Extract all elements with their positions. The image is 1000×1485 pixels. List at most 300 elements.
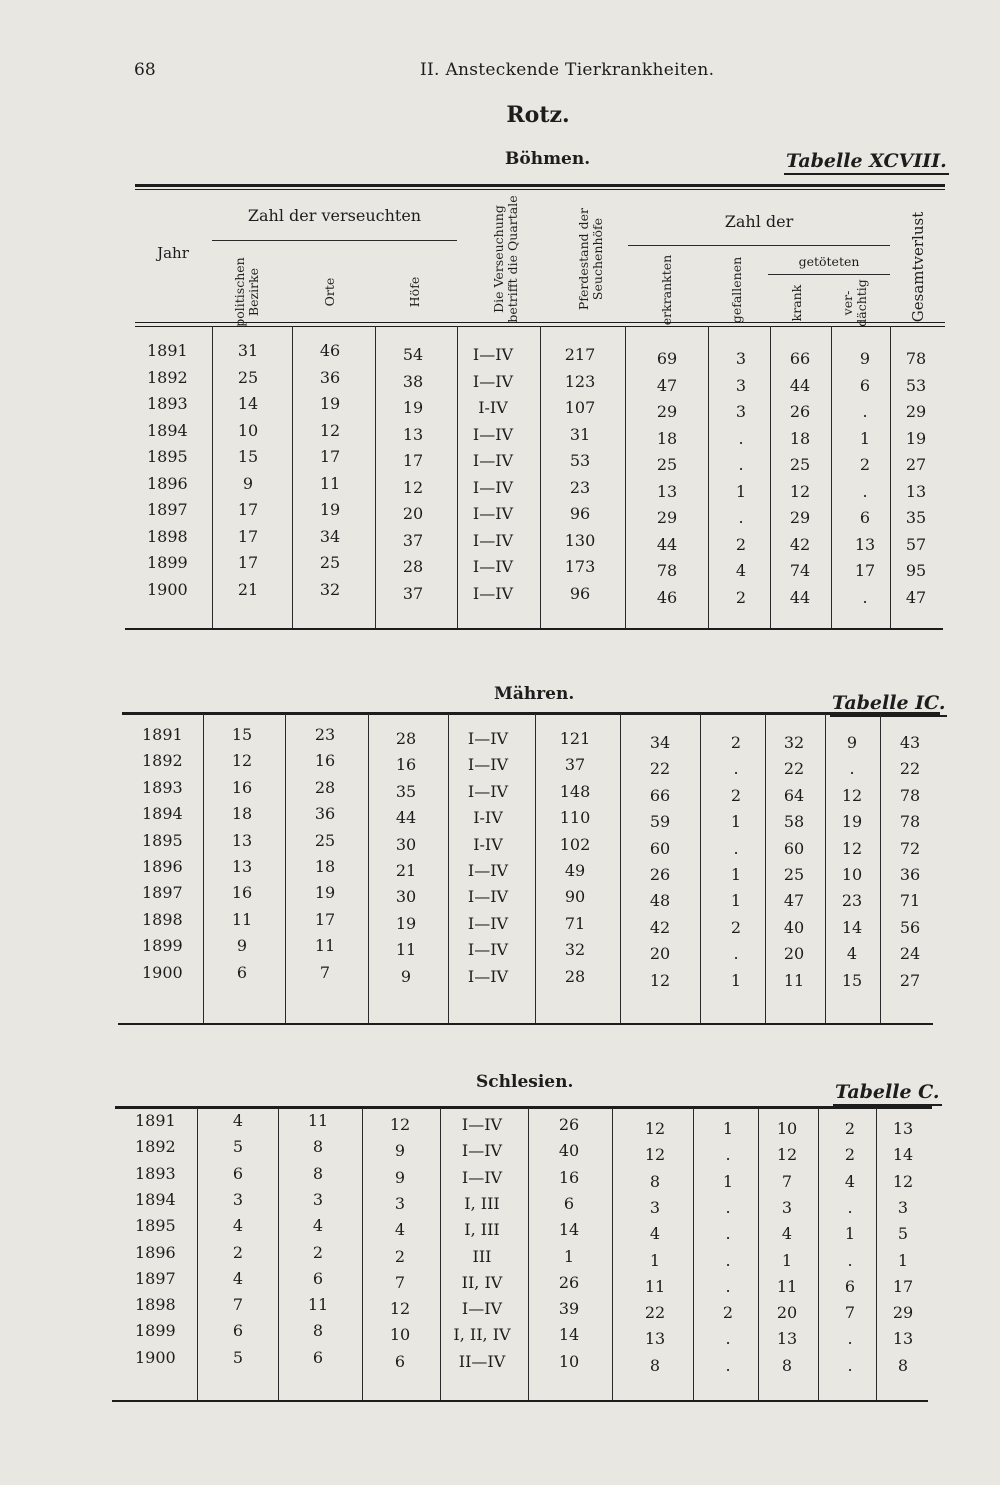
table-cell: 8 bbox=[649, 1171, 661, 1191]
cell-jahr: 1895 bbox=[142, 830, 183, 850]
table-cell: 72 bbox=[899, 838, 921, 858]
table-cell: 19 bbox=[319, 500, 341, 519]
table-cell: 36 bbox=[314, 804, 336, 824]
main-title: Rotz. bbox=[506, 102, 570, 128]
cell-jahr: 1900 bbox=[135, 1347, 176, 1367]
column-divider bbox=[700, 714, 701, 1023]
table-cell: 56 bbox=[899, 917, 921, 937]
header-zahl-der: Zahl der bbox=[724, 212, 794, 231]
table-cell: . bbox=[847, 1355, 853, 1375]
table-cell: . bbox=[725, 1145, 731, 1165]
table-cell: 2 bbox=[232, 1242, 244, 1262]
column-divider bbox=[758, 1108, 759, 1400]
table-cell: 15 bbox=[841, 970, 863, 990]
table-cell: 20 bbox=[783, 944, 805, 964]
table-cell: 9 bbox=[859, 349, 871, 368]
table-cell: 4 bbox=[232, 1268, 244, 1288]
table-cell: 29 bbox=[905, 402, 927, 421]
header-quartale: Die Verseuchung betrifft die Quartale bbox=[491, 195, 520, 323]
table-boehmen-bottom-rule bbox=[125, 628, 943, 630]
table-cell: 37 bbox=[402, 583, 424, 603]
table-cell: 25 bbox=[319, 553, 341, 572]
table-cell: 21 bbox=[237, 579, 259, 599]
table-cell: 6 bbox=[563, 1193, 575, 1213]
table-cell: 40 bbox=[558, 1141, 580, 1161]
table-cell: 29 bbox=[789, 508, 811, 527]
table-cell: 96 bbox=[569, 583, 591, 603]
column-divider bbox=[212, 326, 213, 628]
table-cell: 28 bbox=[564, 966, 586, 986]
cell-jahr: 1895 bbox=[147, 447, 188, 466]
table-cell: 10 bbox=[841, 865, 863, 884]
table-cell: 12 bbox=[644, 1145, 666, 1165]
table-cell: 47 bbox=[656, 375, 678, 395]
table-schlesien-top-rule bbox=[115, 1106, 932, 1109]
header-zahl-der-verseuchten: Zahl der verseuchten bbox=[247, 206, 422, 225]
table-cell: 6 bbox=[844, 1276, 856, 1296]
table-cell: 90 bbox=[564, 887, 586, 907]
table-cell: 25 bbox=[656, 455, 678, 474]
table-cell: 4 bbox=[844, 1171, 856, 1191]
table-cell: 9 bbox=[236, 936, 248, 956]
table-cell: 27 bbox=[899, 970, 921, 990]
table-cell: 5 bbox=[897, 1224, 909, 1244]
table-cell: . bbox=[733, 759, 739, 779]
column-divider bbox=[818, 1108, 819, 1400]
running-head bbox=[0, 60, 1000, 84]
header-top-rule bbox=[135, 184, 945, 187]
table-cell: . bbox=[738, 508, 744, 527]
table-cell: 53 bbox=[905, 375, 927, 395]
table-cell: 10 bbox=[237, 420, 259, 440]
table-cell: 12 bbox=[789, 481, 811, 501]
table-cell: 37 bbox=[402, 530, 424, 550]
table-cell: 1 bbox=[897, 1250, 909, 1270]
cell-jahr: 1899 bbox=[135, 1321, 176, 1341]
table-cell: I—IV bbox=[467, 913, 509, 933]
table-cell: 40 bbox=[783, 917, 805, 937]
cell-jahr: 1897 bbox=[142, 883, 183, 903]
table-cell: 17 bbox=[314, 909, 336, 929]
cell-jahr: 1893 bbox=[142, 777, 183, 797]
table-cell: 15 bbox=[237, 447, 259, 466]
table-cell: 25 bbox=[783, 865, 805, 884]
table-cell: 16 bbox=[558, 1167, 580, 1187]
table-cell: 42 bbox=[789, 534, 811, 554]
table-cell: I—IV bbox=[467, 966, 509, 986]
table-cell: 60 bbox=[783, 838, 805, 858]
column-divider bbox=[278, 1108, 279, 1400]
column-divider bbox=[708, 326, 709, 628]
table-cell: 20 bbox=[402, 504, 424, 523]
table-cell: 6 bbox=[859, 375, 871, 395]
table-cell: 35 bbox=[905, 508, 927, 527]
table-cell: 21 bbox=[395, 861, 417, 880]
table-cell: I—IV bbox=[472, 557, 514, 576]
table-cell: 11 bbox=[307, 1111, 329, 1130]
table-cell: 1 bbox=[722, 1171, 734, 1191]
cell-jahr: 1898 bbox=[135, 1295, 176, 1315]
table-cell: 17 bbox=[402, 451, 424, 470]
table-cell: 69 bbox=[656, 349, 678, 368]
table-cell: I—IV bbox=[472, 477, 514, 497]
table-cell: 3 bbox=[781, 1197, 793, 1217]
table-cell: 11 bbox=[776, 1276, 798, 1296]
table-cell: . bbox=[725, 1355, 731, 1375]
table-cell: 31 bbox=[237, 341, 259, 360]
table-cell: 18 bbox=[789, 428, 811, 448]
table-cell: 6 bbox=[312, 1268, 324, 1288]
table-cell: 13 bbox=[656, 481, 678, 501]
table-cell: 19 bbox=[314, 883, 336, 903]
table-cell: 74 bbox=[789, 561, 811, 580]
table-cell: 64 bbox=[783, 785, 805, 805]
table-cell: 18 bbox=[656, 428, 678, 448]
table-cell: . bbox=[725, 1250, 731, 1270]
table-cell: 1 bbox=[730, 812, 742, 832]
table-cell: 7 bbox=[232, 1295, 244, 1315]
table-cell: I—IV bbox=[461, 1167, 503, 1187]
header-getoeteten: getöteten bbox=[798, 254, 860, 269]
table-cell: I—IV bbox=[461, 1141, 503, 1161]
table-cell: 11 bbox=[644, 1276, 666, 1296]
table-cell: 17 bbox=[237, 553, 259, 572]
header-hoefe: Höfe bbox=[407, 276, 422, 308]
column-divider bbox=[362, 1108, 363, 1400]
table-cell: 32 bbox=[319, 579, 341, 599]
table-cell: 3 bbox=[735, 349, 747, 368]
table-cell: 9 bbox=[400, 966, 412, 986]
table-cell: 14 bbox=[841, 917, 863, 937]
table-cell: I—IV bbox=[472, 345, 514, 364]
column-divider bbox=[368, 714, 369, 1023]
column-divider bbox=[440, 1108, 441, 1400]
table-cell: . bbox=[862, 481, 868, 501]
cell-jahr: 1893 bbox=[135, 1163, 176, 1183]
table-cell: III bbox=[472, 1246, 492, 1266]
table-cell: 217 bbox=[564, 345, 596, 364]
table-cell: 3 bbox=[312, 1189, 324, 1209]
table-cell: 3 bbox=[649, 1197, 661, 1217]
table-cell: 1 bbox=[730, 970, 742, 990]
table-cell: 16 bbox=[231, 777, 253, 797]
table-cell: 2 bbox=[394, 1246, 406, 1266]
column-divider bbox=[876, 1108, 877, 1400]
table-cell: 6 bbox=[312, 1347, 324, 1367]
cell-jahr: 1891 bbox=[142, 725, 183, 744]
table-cell: 12 bbox=[402, 477, 424, 497]
column-divider bbox=[292, 326, 293, 628]
cell-jahr: 1894 bbox=[135, 1189, 176, 1209]
table-ref-ic: Tabelle IC. bbox=[830, 692, 947, 717]
table-cell: 27 bbox=[905, 455, 927, 474]
table-cell: 4 bbox=[394, 1220, 406, 1240]
region-title-schlesien: Schlesien. bbox=[476, 1072, 574, 1092]
table-cell: . bbox=[862, 587, 868, 607]
table-cell: 95 bbox=[905, 561, 927, 580]
table-cell: 12 bbox=[841, 838, 863, 858]
cell-jahr: 1895 bbox=[135, 1216, 176, 1236]
table-cell: 148 bbox=[559, 781, 591, 801]
table-cell: 4 bbox=[312, 1216, 324, 1236]
table-cell: I, II, IV bbox=[453, 1325, 511, 1345]
cell-jahr: 1898 bbox=[147, 526, 188, 546]
table-cell: 8 bbox=[649, 1355, 661, 1375]
table-cell: 1 bbox=[722, 1119, 734, 1138]
table-cell: 26 bbox=[558, 1272, 580, 1292]
table-cell: I—IV bbox=[461, 1299, 503, 1319]
cell-jahr: 1896 bbox=[147, 473, 188, 493]
table-cell: 23 bbox=[569, 477, 591, 497]
table-cell: . bbox=[725, 1329, 731, 1349]
table-cell: II—IV bbox=[458, 1351, 506, 1371]
table-cell: 35 bbox=[395, 781, 417, 801]
table-cell: 6 bbox=[232, 1321, 244, 1341]
cell-jahr: 1891 bbox=[147, 341, 188, 360]
table-cell: 1 bbox=[859, 428, 871, 448]
table-cell: 8 bbox=[312, 1163, 324, 1183]
table-cell: 28 bbox=[395, 729, 417, 748]
table-cell: I—IV bbox=[472, 424, 514, 444]
table-cell: 17 bbox=[319, 447, 341, 466]
header-gesamtverlust: Gesamtverlust bbox=[909, 211, 927, 323]
table-cell: 78 bbox=[905, 349, 927, 368]
table-cell: . bbox=[849, 759, 855, 779]
table-cell: 17 bbox=[237, 500, 259, 519]
table-cell: 12 bbox=[776, 1145, 798, 1165]
table-cell: 2 bbox=[735, 587, 747, 607]
column-divider bbox=[457, 326, 458, 628]
table-cell: 1 bbox=[563, 1246, 575, 1266]
table-cell: 28 bbox=[402, 557, 424, 576]
table-cell: 1 bbox=[781, 1250, 793, 1270]
table-cell: 13 bbox=[644, 1329, 666, 1349]
table-cell: I—IV bbox=[467, 861, 509, 880]
table-cell: 7 bbox=[844, 1303, 856, 1323]
table-cell: 71 bbox=[899, 891, 921, 911]
table-cell: I—IV bbox=[472, 583, 514, 603]
table-cell: 4 bbox=[232, 1216, 244, 1236]
table-cell: 2 bbox=[730, 917, 742, 937]
cell-jahr: 1892 bbox=[135, 1137, 176, 1157]
column-divider bbox=[285, 714, 286, 1023]
table-cell: 4 bbox=[846, 944, 858, 964]
table-cell: 23 bbox=[314, 725, 336, 744]
table-cell: II, IV bbox=[461, 1272, 503, 1292]
table-cell: . bbox=[725, 1197, 731, 1217]
table-cell: 32 bbox=[564, 940, 586, 960]
table-cell: 22 bbox=[783, 759, 805, 779]
table-cell: I, III bbox=[464, 1220, 500, 1240]
table-cell: 25 bbox=[237, 367, 259, 387]
table-cell: 47 bbox=[783, 891, 805, 911]
table-cell: 22 bbox=[899, 759, 921, 779]
table-cell: 22 bbox=[644, 1303, 666, 1323]
cell-jahr: 1894 bbox=[147, 420, 188, 440]
cell-jahr: 1892 bbox=[142, 751, 183, 771]
table-cell: 2 bbox=[859, 455, 871, 474]
table-cell: 22 bbox=[649, 759, 671, 779]
running-title: II. Ansteckende Tierkrankheiten. bbox=[420, 60, 715, 80]
table-cell: 23 bbox=[841, 891, 863, 911]
table-cell: 36 bbox=[899, 865, 921, 884]
table-cell: 78 bbox=[656, 561, 678, 580]
table-cell: 4 bbox=[649, 1224, 661, 1244]
table-cell: 6 bbox=[394, 1351, 406, 1371]
table-cell: 11 bbox=[307, 1295, 329, 1315]
table-cell: 12 bbox=[649, 970, 671, 990]
table-cell: 4 bbox=[735, 561, 747, 580]
table-cell: 2 bbox=[730, 785, 742, 805]
table-cell: 8 bbox=[897, 1355, 909, 1375]
table-cell: 44 bbox=[789, 375, 811, 395]
table-cell: 29 bbox=[892, 1303, 914, 1323]
table-cell: 8 bbox=[312, 1321, 324, 1341]
table-cell: 18 bbox=[314, 857, 336, 876]
table-cell: 121 bbox=[559, 729, 591, 748]
table-cell: 17 bbox=[237, 526, 259, 546]
table-cell: 17 bbox=[892, 1276, 914, 1296]
table-cell: . bbox=[725, 1276, 731, 1296]
cell-jahr: 1894 bbox=[142, 804, 183, 824]
table-cell: 44 bbox=[656, 534, 678, 554]
table-cell: 6 bbox=[236, 962, 248, 982]
table-cell: 19 bbox=[395, 913, 417, 933]
table-cell: 96 bbox=[569, 504, 591, 523]
column-divider bbox=[625, 326, 626, 628]
table-cell: 107 bbox=[564, 398, 596, 417]
table-cell: 12 bbox=[231, 751, 253, 771]
table-cell: 66 bbox=[649, 785, 671, 805]
cell-jahr: 1893 bbox=[147, 394, 188, 413]
table-cell: 7 bbox=[781, 1171, 793, 1191]
table-cell: 13 bbox=[892, 1329, 914, 1349]
table-cell: 13 bbox=[892, 1119, 914, 1138]
header-orte: Orte bbox=[322, 277, 337, 307]
cell-jahr: 1896 bbox=[135, 1242, 176, 1262]
table-cell: 39 bbox=[558, 1299, 580, 1319]
table-cell: I—IV bbox=[461, 1115, 503, 1134]
header-gefallenen: gefallenen bbox=[729, 256, 744, 324]
table-cell: 5 bbox=[232, 1347, 244, 1367]
table-cell: 37 bbox=[564, 755, 586, 775]
table-cell: I—IV bbox=[472, 371, 514, 391]
table-cell: 3 bbox=[394, 1193, 406, 1213]
cell-jahr: 1891 bbox=[135, 1111, 176, 1130]
table-cell: 11 bbox=[231, 909, 253, 929]
cell-jahr: 1898 bbox=[142, 909, 183, 929]
table-cell: 31 bbox=[569, 424, 591, 444]
column-divider bbox=[203, 714, 204, 1023]
table-cell: 6 bbox=[232, 1163, 244, 1183]
table-cell: 11 bbox=[395, 940, 417, 960]
table-cell: 66 bbox=[789, 349, 811, 368]
header-verdaechtig: ver- dächtig bbox=[840, 279, 869, 327]
table-cell: 4 bbox=[781, 1224, 793, 1244]
table-cell: I, III bbox=[464, 1193, 500, 1213]
table-cell: I—IV bbox=[467, 729, 509, 748]
table-cell: 34 bbox=[319, 526, 341, 546]
table-cell: 14 bbox=[892, 1145, 914, 1165]
table-cell: 2 bbox=[844, 1145, 856, 1165]
table-cell: 3 bbox=[897, 1197, 909, 1217]
table-cell: 13 bbox=[231, 830, 253, 850]
cell-jahr: 1900 bbox=[147, 579, 188, 599]
table-cell: 12 bbox=[319, 420, 341, 440]
table-cell: 1 bbox=[730, 891, 742, 911]
table-schlesien-bottom-rule bbox=[112, 1400, 928, 1402]
table-cell: 7 bbox=[394, 1272, 406, 1292]
table-cell: 44 bbox=[395, 808, 417, 828]
table-cell: 20 bbox=[649, 944, 671, 964]
table-cell: 13 bbox=[231, 857, 253, 876]
table-cell: 38 bbox=[402, 371, 424, 391]
table-cell: 11 bbox=[314, 936, 336, 956]
table-cell: 44 bbox=[789, 587, 811, 607]
table-cell: 12 bbox=[389, 1115, 411, 1134]
column-divider bbox=[540, 326, 541, 628]
header-erkrankten: erkrankten bbox=[659, 254, 674, 326]
header-top-rule-2 bbox=[135, 189, 945, 190]
table-cell: 16 bbox=[231, 883, 253, 903]
table-cell: 13 bbox=[402, 424, 424, 444]
table-cell: 57 bbox=[905, 534, 927, 554]
table-maehren-top-rule bbox=[122, 712, 940, 715]
cell-jahr: 1899 bbox=[142, 936, 183, 956]
table-cell: 25 bbox=[314, 830, 336, 850]
column-divider bbox=[880, 714, 881, 1023]
table-cell: 10 bbox=[389, 1325, 411, 1345]
table-cell: 2 bbox=[730, 733, 742, 752]
table-cell: 1 bbox=[735, 481, 747, 501]
cell-jahr: 1896 bbox=[142, 857, 183, 876]
column-divider bbox=[890, 326, 891, 628]
table-cell: 53 bbox=[569, 451, 591, 470]
table-cell: 78 bbox=[899, 812, 921, 832]
table-cell: 19 bbox=[319, 394, 341, 413]
table-cell: 14 bbox=[558, 1220, 580, 1240]
table-cell: 3 bbox=[735, 375, 747, 395]
table-cell: I—IV bbox=[467, 940, 509, 960]
cell-jahr: 1897 bbox=[135, 1268, 176, 1288]
table-cell: 60 bbox=[649, 838, 671, 858]
table-cell: 1 bbox=[730, 865, 742, 884]
table-cell: 173 bbox=[564, 557, 596, 576]
table-cell: 12 bbox=[389, 1299, 411, 1319]
table-cell: 14 bbox=[558, 1325, 580, 1345]
table-cell: 46 bbox=[319, 341, 341, 360]
table-cell: I-IV bbox=[473, 834, 503, 854]
column-divider bbox=[535, 714, 536, 1023]
table-cell: 36 bbox=[319, 367, 341, 387]
table-cell: 25 bbox=[789, 455, 811, 474]
table-cell: 12 bbox=[892, 1171, 914, 1191]
page-number: 68 bbox=[134, 60, 156, 80]
column-divider bbox=[612, 1108, 613, 1400]
cell-jahr: 1900 bbox=[142, 962, 183, 982]
column-divider bbox=[770, 326, 771, 628]
table-cell: I—IV bbox=[472, 451, 514, 470]
table-cell: 26 bbox=[558, 1115, 580, 1134]
table-cell: 123 bbox=[564, 371, 596, 391]
table-cell: 20 bbox=[776, 1303, 798, 1323]
header-pferdestand: Pferdestand der Seuchenhöfe bbox=[576, 207, 605, 311]
table-cell: I—IV bbox=[472, 530, 514, 550]
header-jahr: Jahr bbox=[157, 244, 189, 262]
table-cell: 9 bbox=[846, 733, 858, 752]
table-cell: 2 bbox=[735, 534, 747, 554]
cell-jahr: 1899 bbox=[147, 553, 188, 572]
